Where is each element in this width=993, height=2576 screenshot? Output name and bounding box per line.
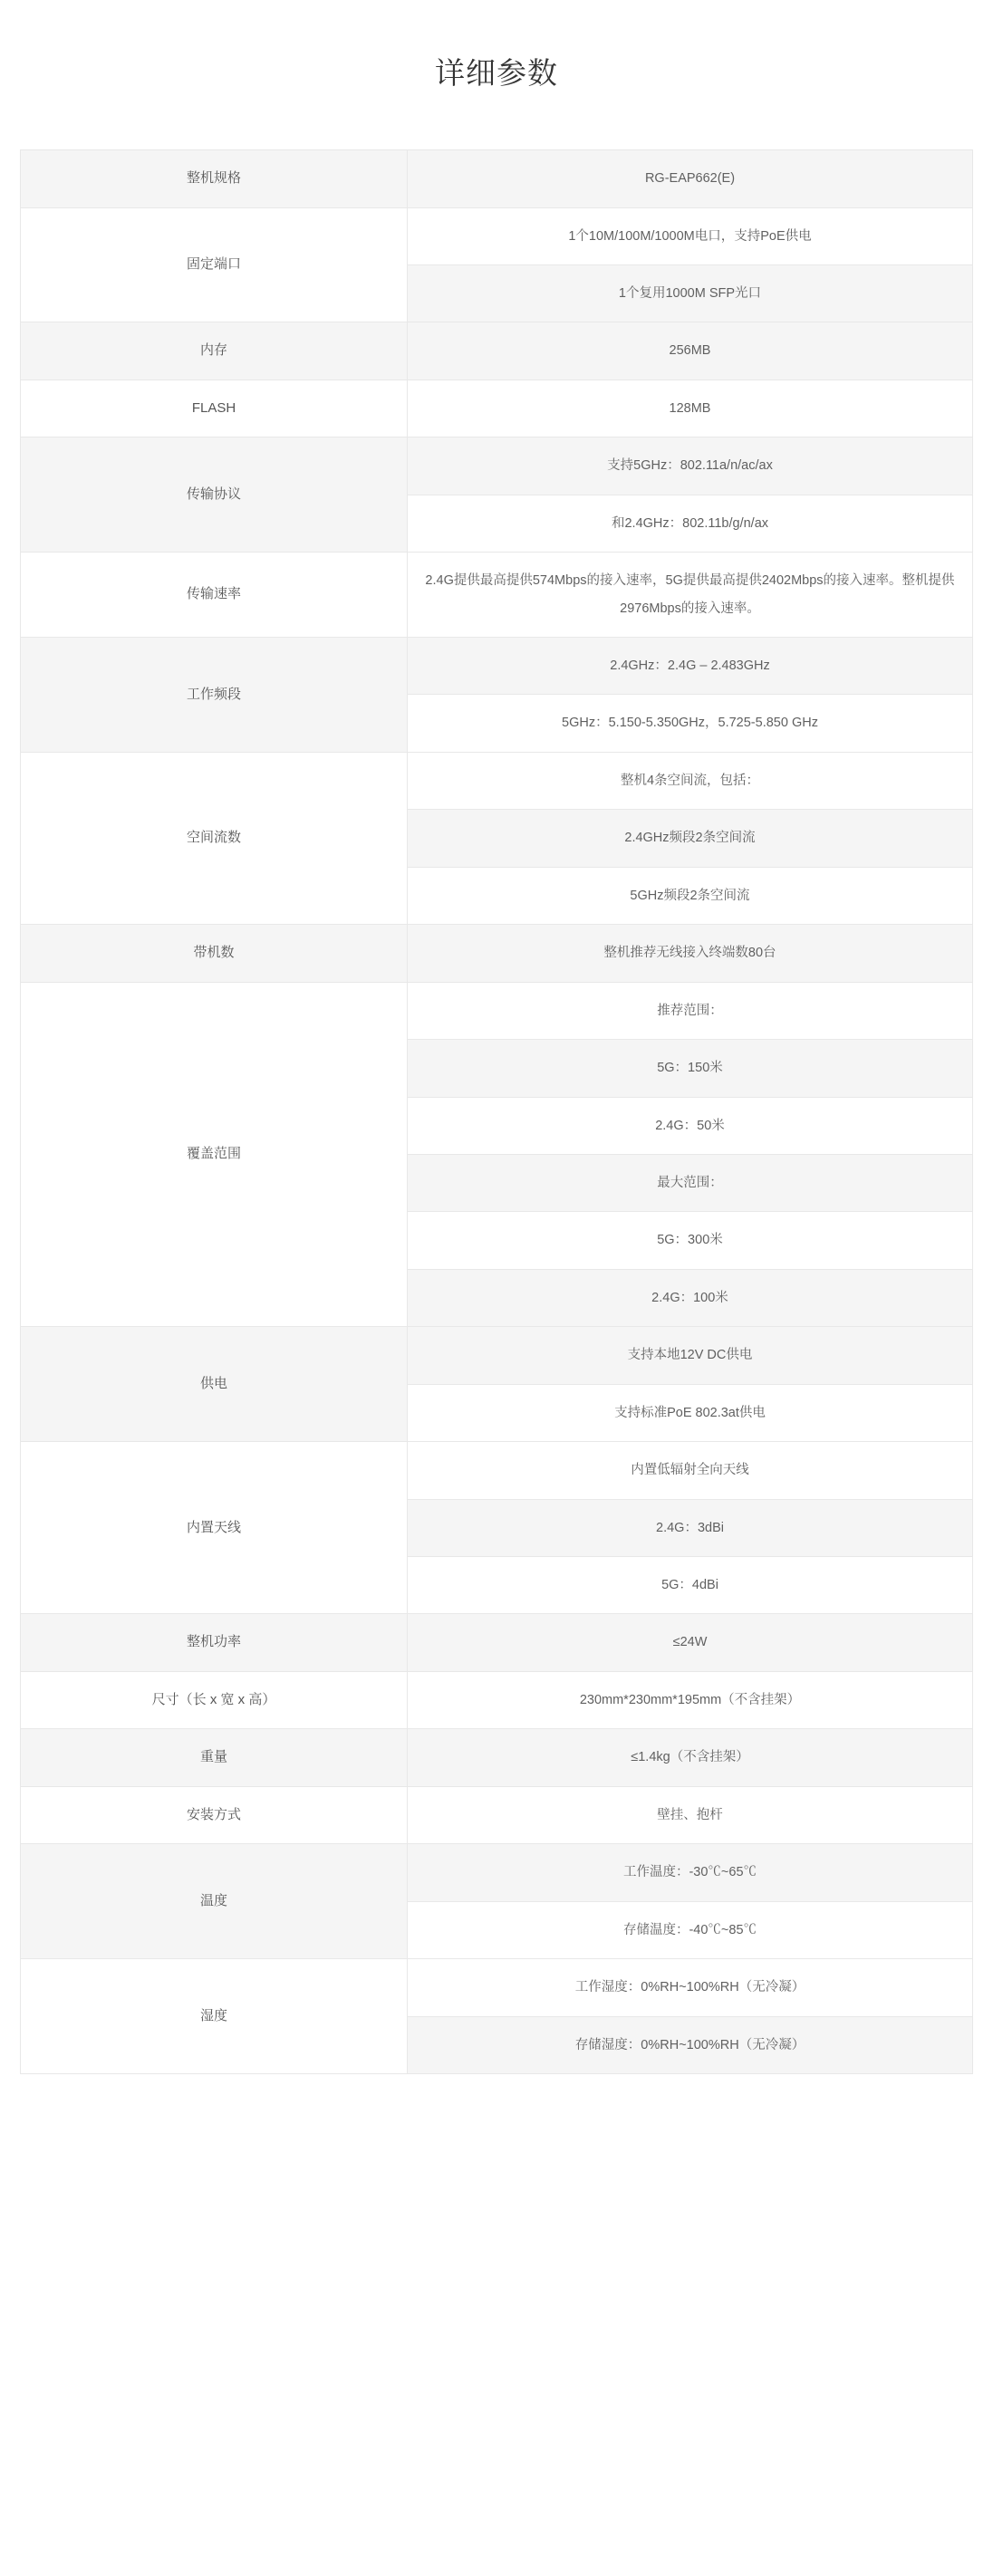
spec-value — [408, 1154, 973, 1211]
spec-value-text: 支持本地12V DC供电 — [627, 1348, 753, 1363]
spec-value-text: 128MB — [669, 400, 711, 416]
spec-label: 空间流数 — [21, 752, 408, 924]
spec-value-text: RG-EAP662(E) — [644, 171, 736, 187]
spec-value — [408, 1959, 973, 2016]
spec-value — [408, 322, 973, 380]
spec-value — [408, 1327, 973, 1384]
spec-value-text: 1个10M/100M/1000M电口，支持PoE供电 — [568, 228, 812, 244]
spec-value-text: 2.4GHz：2.4G – 2.483GHz — [610, 658, 770, 674]
table-row — [21, 380, 973, 437]
spec-value-text: 5G：300米 — [657, 1233, 723, 1248]
spec-label: 湿度 — [21, 1959, 408, 2074]
spec-label: 传输协议 — [21, 437, 408, 553]
spec-value — [408, 1499, 973, 1556]
spec-value-text: 支持标准PoE 802.3at供电 — [614, 1405, 766, 1420]
spec-label: 尺寸（长 x 宽 x 高） — [21, 1671, 408, 1728]
spec-value — [408, 638, 973, 695]
spec-value — [408, 1442, 973, 1499]
spec-value — [408, 437, 973, 495]
spec-value — [408, 695, 973, 752]
spec-value-text: ≤24W — [672, 1635, 708, 1650]
spec-label: 供电 — [21, 1327, 408, 1442]
spec-label: 整机规格 — [21, 150, 408, 207]
spec-value — [408, 264, 973, 322]
spec-value — [408, 1786, 973, 1843]
spec-value — [408, 1269, 973, 1326]
table-row — [21, 1959, 973, 2016]
spec-value — [408, 867, 973, 924]
spec-value-text: 推荐范围： — [657, 1003, 723, 1018]
table-row — [21, 1442, 973, 1499]
table-row — [21, 1786, 973, 1843]
spec-value-text: 内置低辐射全向天线 — [631, 1463, 749, 1478]
spec-label: 固定端口 — [21, 207, 408, 322]
spec-value-text: ≤1.4kg（不含挂架） — [631, 1750, 749, 1765]
spec-value — [408, 1384, 973, 1441]
spec-value-text: 整机推荐无线接入终端数80台 — [603, 946, 776, 961]
spec-value — [408, 2016, 973, 2073]
spec-value — [408, 207, 973, 264]
page-title: 详细参数 — [435, 56, 558, 91]
spec-value-text: 1个复用1000M SFP光口 — [618, 285, 762, 301]
spec-label: 内置天线 — [21, 1442, 408, 1614]
spec-value-text: 和2.4GHz：802.11b/g/n/ax — [611, 515, 769, 531]
table-row — [21, 752, 973, 809]
spec-value — [408, 380, 973, 437]
spec-value-text: 存储温度：-40℃~85℃ — [622, 1922, 757, 1937]
spec-value — [408, 1671, 973, 1728]
spec-value — [408, 495, 973, 552]
spec-value — [408, 1614, 973, 1671]
table-row — [21, 925, 973, 982]
spec-value — [408, 553, 973, 638]
spec-label: 带机数 — [21, 925, 408, 982]
spec-value — [408, 1844, 973, 1901]
spec-value-text: 2.4G提供最高提供574Mbps的接入速率，5G提供最高提供2402Mbps的接入速率。整机提供2976Mbps的接入速率。 — [425, 573, 955, 616]
spec-value-text: 2.4G：3dBi — [656, 1520, 724, 1535]
spec-value — [408, 925, 973, 982]
spec-value-text: 5G：4dBi — [661, 1578, 718, 1593]
table-row — [21, 1327, 973, 1384]
spec-label: FLASH — [21, 380, 408, 437]
table-row — [21, 207, 973, 264]
spec-value-text: 2.4GHz频段2条空间流 — [624, 831, 756, 846]
table-row — [21, 982, 973, 1039]
spec-page — [0, 20, 993, 2074]
spec-value — [408, 982, 973, 1039]
table-row — [21, 1844, 973, 1901]
spec-value-text: 整机4条空间流，包括： — [620, 773, 760, 788]
spec-value-text: 壁挂、抱杆 — [657, 1807, 723, 1822]
spec-value-text: 5G：150米 — [657, 1061, 723, 1076]
spec-value-text: 支持5GHz：802.11a/n/ac/ax — [607, 458, 773, 474]
spec-value — [408, 752, 973, 809]
table-row — [21, 150, 973, 207]
spec-value-text: 工作温度：-30℃~65℃ — [622, 1865, 757, 1880]
table-row — [21, 553, 973, 638]
table-row — [21, 638, 973, 695]
spec-value — [408, 1557, 973, 1614]
spec-value — [408, 150, 973, 207]
spec-value — [408, 1212, 973, 1269]
table-row — [21, 322, 973, 380]
spec-label: 温度 — [21, 1844, 408, 1959]
spec-value — [408, 1729, 973, 1786]
spec-label: 整机功率 — [21, 1614, 408, 1671]
spec-label: 内存 — [21, 322, 408, 380]
table-row — [21, 1614, 973, 1671]
spec-value-text: 工作湿度：0%RH~100%RH（无冷凝） — [574, 1980, 805, 1995]
spec-label: 工作频段 — [21, 638, 408, 753]
spec-table-body — [21, 150, 973, 2074]
spec-value-text: 256MB — [669, 343, 711, 359]
table-row — [21, 1671, 973, 1728]
spec-value — [408, 810, 973, 867]
spec-value-text: 2.4G：100米 — [651, 1290, 728, 1305]
spec-value-text: 2.4G：50米 — [655, 1118, 725, 1133]
spec-label: 覆盖范围 — [21, 982, 408, 1327]
spec-value-text: 最大范围： — [657, 1175, 723, 1190]
table-row — [21, 437, 973, 495]
table-row — [21, 1729, 973, 1786]
spec-value-text: 230mm*230mm*195mm（不含挂架） — [579, 1692, 801, 1707]
spec-label: 安装方式 — [21, 1786, 408, 1843]
spec-value-text: 5GHz频段2条空间流 — [630, 888, 750, 903]
spec-label: 传输速率 — [21, 553, 408, 638]
spec-label: 重量 — [21, 1729, 408, 1786]
spec-value — [408, 1901, 973, 1958]
specification-table — [20, 149, 973, 2074]
spec-value-text: 存储湿度：0%RH~100%RH（无冷凝） — [574, 2037, 805, 2052]
spec-value — [408, 1040, 973, 1097]
spec-value — [408, 1097, 973, 1154]
spec-value-text: 5GHz：5.150-5.350GHz，5.725-5.850 GHz — [562, 716, 818, 731]
